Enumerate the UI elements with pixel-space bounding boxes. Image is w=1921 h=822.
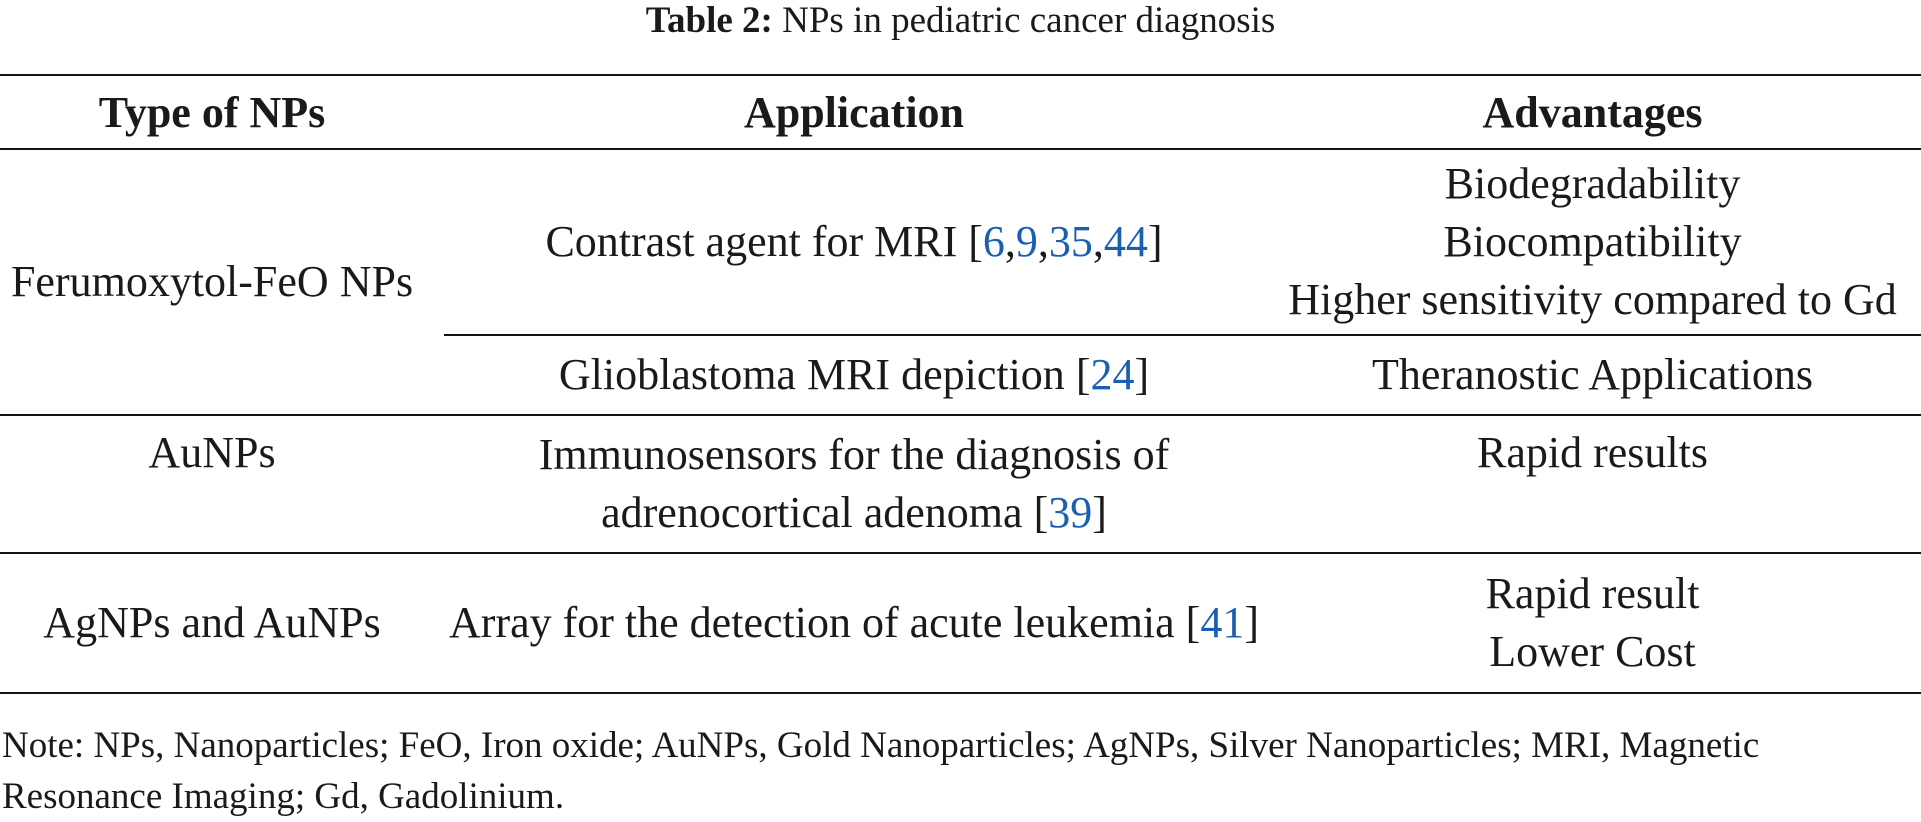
application-text: Array for the detection of acute leukemia [41] — [449, 598, 1259, 647]
bottom-rule — [0, 692, 1921, 694]
table-note: Note: NPs, Nanoparticles; FeO, Iron oxide; AuNPs, Gold Nanoparticles; AgNPs, Silver Nanoparticles; MRI, Magnetic Resonance Imaging; Gd, Gadolinium. — [2, 725, 1760, 817]
caption-title: NPs in pediatric cancer diagnosis — [782, 0, 1276, 41]
row-3-type: AgNPs and AuNPs — [43, 598, 381, 647]
top-rule — [0, 74, 1921, 76]
application-line: adrenocortical adenoma [39] — [601, 488, 1107, 537]
caption-label: Table 2: — [645, 0, 773, 41]
table-caption — [0, 0, 1921, 42]
row-3-advantages — [1264, 554, 1921, 692]
ref-link[interactable]: 6 — [982, 217, 1005, 266]
row-1a-advantages — [1264, 150, 1921, 334]
application-line: Immunosensors for the diagnosis of — [538, 430, 1170, 479]
advantage-item: Lower Cost — [1489, 627, 1696, 676]
row-2-type: AuNPs — [148, 428, 276, 477]
ref-link[interactable]: 35 — [1048, 217, 1093, 266]
advantage-item: Biocompatibility — [1443, 217, 1742, 266]
advantage-item: Rapid result — [1485, 569, 1700, 618]
row-1-type: Ferumoxytol-FeO NPs — [10, 257, 414, 306]
column-header-application: Application — [743, 88, 965, 137]
application-text: Contrast agent for MRI [6,9,35,44] — [545, 217, 1163, 266]
advantage-item: Rapid results — [1477, 428, 1708, 477]
row-1b-advantages — [1264, 336, 1921, 414]
row-2-application — [444, 416, 1264, 552]
row-2-advantages — [1264, 416, 1921, 552]
advantage-item: Biodegradability — [1444, 159, 1741, 208]
ref-link[interactable]: 41 — [1200, 598, 1245, 647]
row-3-application — [444, 554, 1264, 692]
advantage-item: Theranostic Applications — [1371, 350, 1814, 399]
application-text: Glioblastoma MRI depiction [24] — [558, 350, 1150, 399]
column-header-advantages: Advantages — [1482, 88, 1703, 137]
advantage-item: Higher sensitivity compared to Gd — [1288, 275, 1897, 324]
ref-link[interactable]: 24 — [1090, 350, 1135, 399]
ref-link[interactable]: 44 — [1103, 217, 1148, 266]
ref-link[interactable]: 9 — [1015, 217, 1038, 266]
ref-link[interactable]: 39 — [1048, 488, 1093, 537]
column-header-type: Type of NPs — [98, 88, 326, 137]
row-1b-application — [444, 336, 1264, 414]
row-1a-application — [444, 150, 1264, 334]
